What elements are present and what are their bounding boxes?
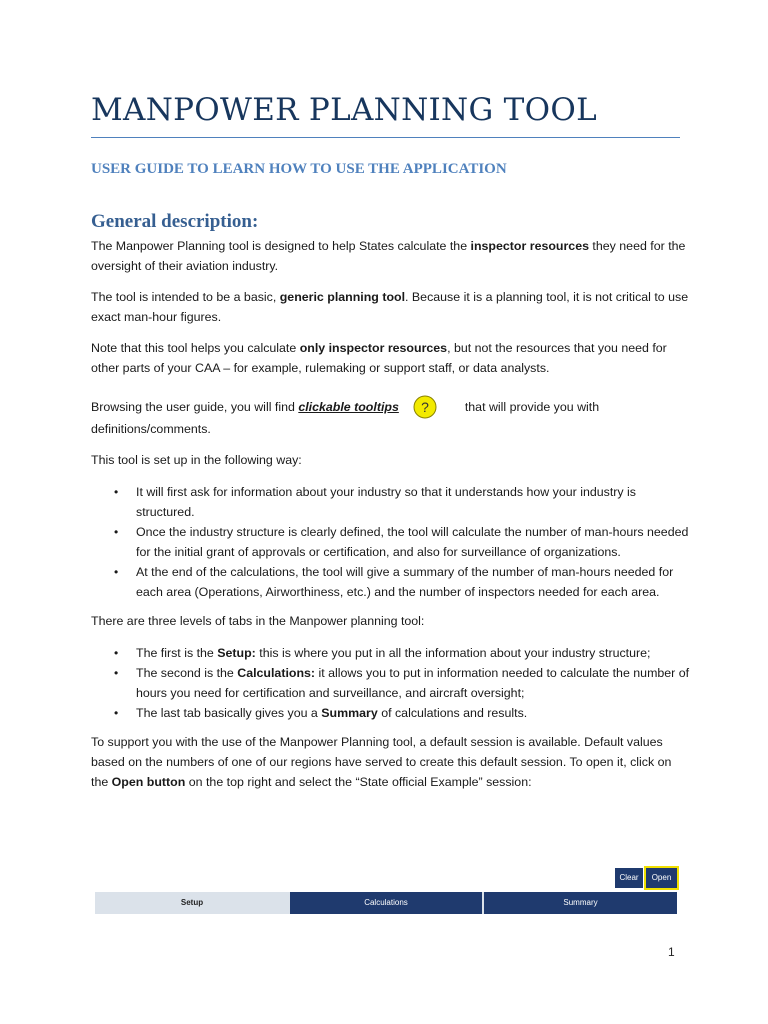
- text: Note that this tool helps you calculate: [91, 341, 300, 355]
- paragraph-tooltips: [91, 395, 691, 439]
- tab-strip: [95, 892, 677, 914]
- document-title: MANPOWER PLANNING TOOL: [91, 92, 597, 128]
- bold-text: Summary: [321, 706, 378, 720]
- paragraph-default-session: [91, 732, 691, 792]
- text: , but not the resources that you need for other parts of your CAA – for example, rulemaking or support staff, or data analysts.: [91, 341, 667, 375]
- bold-text: generic planning tool: [279, 290, 406, 304]
- text: The Manpower Planning tool is designed to help States calculate the: [91, 239, 471, 253]
- paragraph-note: [91, 338, 691, 378]
- text: The first is the: [136, 646, 218, 660]
- clickable-tooltips-link[interactable]: clickable tooltips: [298, 400, 399, 414]
- clear-button[interactable]: Clear: [615, 868, 643, 888]
- open-button[interactable]: Open: [646, 868, 677, 888]
- paragraph-intent: [91, 287, 691, 327]
- section-heading: General description:: [91, 211, 259, 232]
- bold-text: Setup:: [217, 646, 256, 660]
- text: this is where you put in all the information about your industry structure;: [255, 646, 651, 660]
- list-item: • Once the industry structure is clearly defined, the tool will calculate the number of man-hours needed for the initial grant of approvals or certification, and also for surveillance of organizations.: [136, 522, 691, 562]
- text: of calculations and results.: [377, 706, 528, 720]
- text: The last tab basically gives you a: [136, 706, 322, 720]
- text: To support you with the use of the Manpower Planning tool, a default session is available. Default values based on the numbers of one of our regions have served to create this default session. To open it, click on the: [91, 735, 672, 789]
- text: . Because it is a planning tool, it is not critical to use exact man-hour figures.: [91, 290, 689, 324]
- document-body: [91, 236, 691, 803]
- bold-text: only inspector resources: [299, 341, 448, 355]
- paragraph-tabs-intro: There are three levels of tabs in the Manpower planning tool:: [91, 614, 425, 628]
- title-underline: [91, 137, 680, 138]
- bold-text: inspector resources: [470, 239, 589, 253]
- question-mark-glyph: ?: [420, 399, 429, 415]
- app-screenshot-preview: [95, 868, 677, 916]
- list-item: • At the end of the calculations, the tool will give a summary of the number of man-hours needed for each area (Operations, Airworthiness, etc.) and the number of inspectors needed for each area.: [136, 562, 691, 602]
- text: they need for the oversight of their aviation industry.: [91, 239, 686, 273]
- text: The second is the: [136, 666, 238, 680]
- list-item: • It will first ask for information about your industry so that it understands how your industry is structured.: [136, 482, 691, 522]
- tab-calculations[interactable]: Calculations: [290, 892, 482, 914]
- text: The tool is intended to be a basic,: [91, 290, 280, 304]
- document-subtitle: USER GUIDE TO LEARN HOW TO USE THE APPLICATION: [91, 161, 507, 177]
- list-item: [136, 663, 691, 703]
- list-item: [136, 703, 691, 723]
- list-item: [136, 643, 691, 663]
- question-mark-icon[interactable]: [413, 395, 437, 419]
- text: it allows you to put in information needed to calculate the number of hours you need for certification and surveillance, and aircraft oversight;: [136, 666, 690, 700]
- bold-text: Calculations:: [237, 666, 316, 680]
- tab-setup[interactable]: Setup: [180, 898, 204, 907]
- text: that will provide you with definitions/comments.: [91, 400, 600, 436]
- page-number: 1: [668, 945, 675, 959]
- text: on the top right and select the “State official Example” session:: [185, 775, 532, 789]
- paragraph-setup-intro: This tool is set up in the following way:: [91, 453, 302, 467]
- setup-bullet-list: [91, 482, 691, 602]
- tab-summary[interactable]: Summary: [484, 892, 677, 914]
- bold-text: Open button: [111, 775, 186, 789]
- tabs-bullet-list: [91, 643, 691, 723]
- text: Browsing the user guide, you will find: [91, 400, 299, 414]
- paragraph-purpose: [91, 236, 691, 276]
